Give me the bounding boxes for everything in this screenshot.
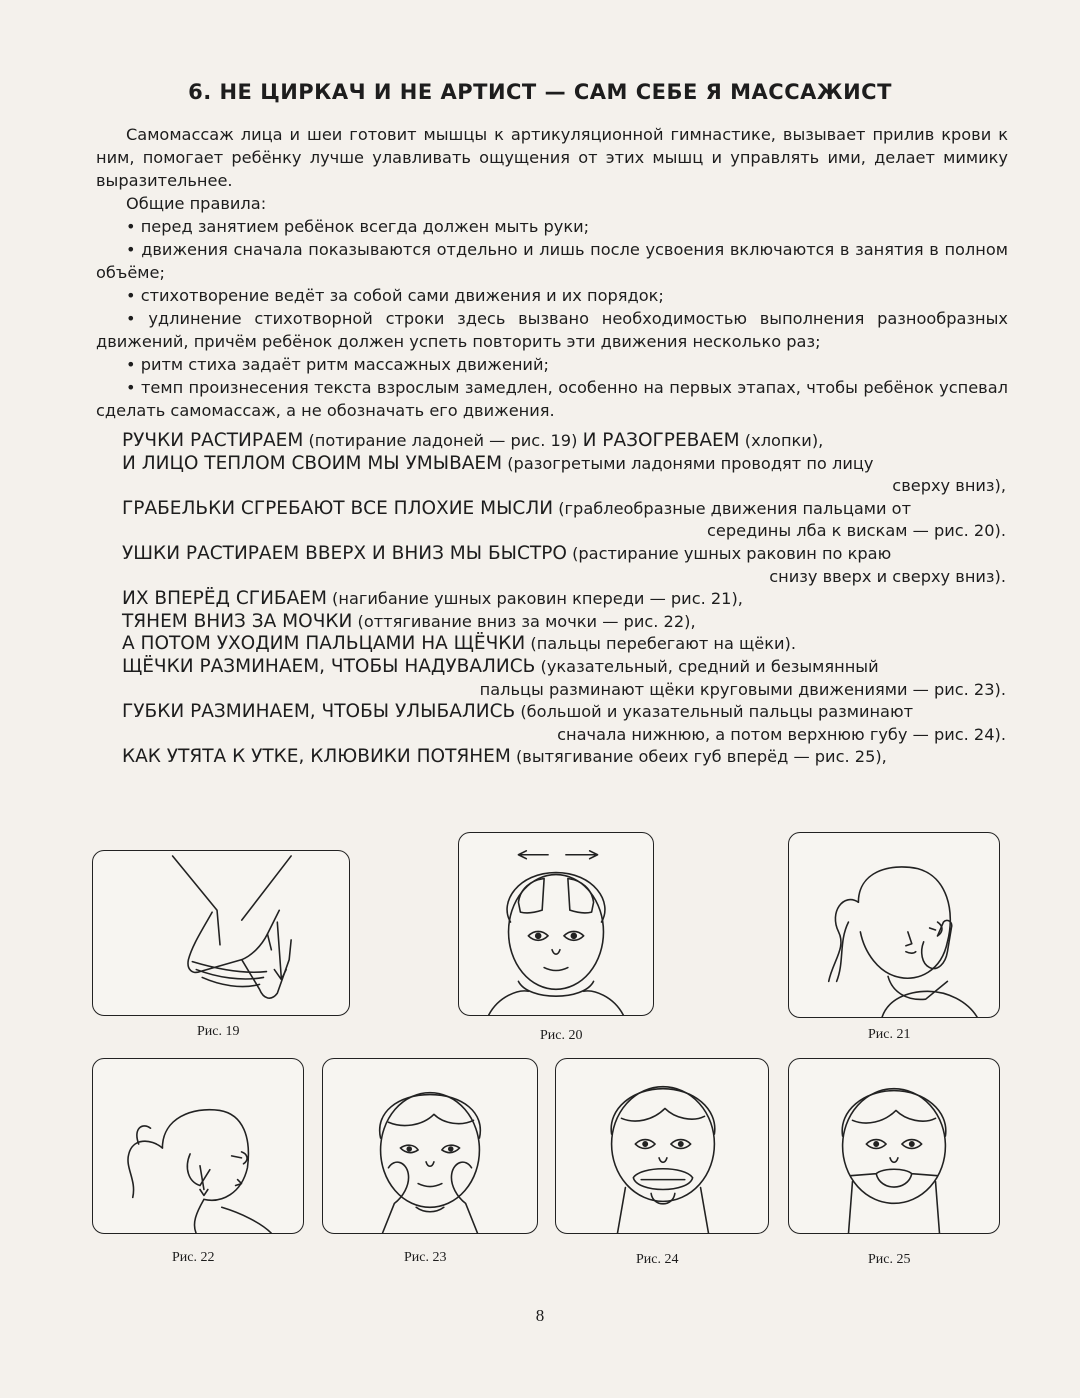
poem-stage-note: (оттягивание вниз за мочки — рис. 22), [352, 611, 696, 631]
poem-stage-note: (вытягивание обеих губ вперёд — рис. 25), [510, 747, 887, 767]
rule-item: • темп произнесения текста взрослым замедлен, особенно на первых этапах, чтобы ребёнок успевал сделать самомассаж, а не обозначать его движения. [96, 376, 1008, 422]
caption-23: Рис. 23 [404, 1250, 447, 1265]
poem-line [122, 588, 1006, 611]
rule-item: • движения сначала показываются отдельно и лишь после усвоения включаются в занятия в полном объёме; [96, 238, 1008, 284]
figure-19 [92, 850, 350, 1016]
figure-24 [555, 1058, 769, 1234]
rule-item: • ритм стиха задаёт ритм массажных движений; [96, 353, 1008, 376]
poem-verse-text: ЩЁЧКИ РАЗМИНАЕМ, ЧТОБЫ НАДУВАЛИСЬ [122, 655, 536, 677]
poem-line [122, 746, 1006, 769]
forehead-massage-icon [459, 833, 653, 1015]
poem-note-continuation: сверху вниз), [892, 476, 1006, 496]
poem-verse-text: И РАЗОГРЕВАЕМ [582, 430, 740, 451]
poem-line [122, 498, 1006, 521]
poem-verse-text: И ЛИЦО ТЕПЛОМ СВОИМ МЫ УМЫВАЕМ [122, 452, 503, 474]
intro-paragraph: Самомассаж лица и шеи готовит мышцы к артикуляционной гимнастике, вызывает прилив крови к ним, помогает ребёнку лучше улавливать ощущения от этих мышц и управлять ими, делает мимику выразительнее. [96, 125, 1008, 190]
poem-line [122, 453, 1006, 476]
poem-block [122, 430, 1006, 769]
poem-verse-text: УШКИ РАСТИРАЕМ ВВЕРХ И ВНИЗ МЫ БЫСТРО [122, 542, 567, 564]
caption-19: Рис. 19 [197, 1024, 240, 1039]
poem-line [122, 633, 1006, 656]
poem-note-continuation: середины лба к вискам — рис. 20). [706, 521, 1006, 541]
poem-stage-note: (разогретыми ладонями проводят по лицу [502, 453, 874, 473]
poem-stage-note: (граблеобразные движения пальцами от [553, 498, 912, 518]
lip-stretch-icon [789, 1059, 999, 1233]
figure-23 [322, 1058, 538, 1234]
figure-21 [788, 832, 1000, 1018]
poem-stage-note: (растирание ушных раковин по краю [566, 543, 892, 563]
caption-22: Рис. 22 [172, 1250, 215, 1265]
lip-massage-icon [556, 1059, 768, 1233]
poem-note-continuation: снизу вверх и сверху вниз). [769, 566, 1006, 586]
section-title: 6. НЕ ЦИРКАЧ И НЕ АРТИСТ — САМ СЕБЕ Я МАССАЖИСТ [188, 80, 892, 104]
page-number: 8 [535, 1306, 545, 1325]
caption-20: Рис. 20 [540, 1028, 583, 1043]
ear-massage-icon [789, 833, 999, 1017]
poem-note-continuation: сначала нижнюю, а потом верхнюю губу — рис. 24). [557, 724, 1006, 744]
poem-note-continuation: пальцы разминают щёки круговыми движениями — рис. 23). [479, 679, 1006, 699]
poem-stage-note: (указательный, средний и безымянный [535, 656, 879, 676]
poem-stage-note: (нагибание ушных раковин кпереди — рис. 21), [326, 589, 743, 609]
poem-line [122, 611, 1006, 634]
caption-21: Рис. 21 [868, 1027, 911, 1042]
poem-stage-note: (хлопки), [739, 431, 824, 450]
poem-verse-text: КАК УТЯТА К УТКЕ, КЛЮВИКИ ПОТЯНЕМ [122, 746, 511, 768]
poem-line [122, 543, 1006, 566]
caption-25: Рис. 25 [868, 1252, 911, 1267]
rule-item: • стихотворение ведёт за собой сами движения и их порядок; [96, 284, 1008, 307]
poem-verse-text: ГРАБЕЛЬКИ СГРЕБАЮТ ВСЕ ПЛОХИЕ МЫСЛИ [122, 497, 554, 519]
poem-line [122, 430, 1006, 453]
poem-stage-note: (потирание ладоней — рис. 19) [303, 431, 583, 450]
figure-22 [92, 1058, 304, 1234]
figure-25 [788, 1058, 1000, 1234]
poem-line [122, 656, 1006, 679]
intro-text [96, 123, 1008, 422]
poem-verse-text: А ПОТОМ УХОДИМ ПАЛЬЦАМИ НА ЩЁЧКИ [122, 633, 526, 655]
rules-heading: Общие правила: [126, 194, 267, 213]
rubbing-hands-icon [93, 851, 349, 1015]
poem-verse-text: ТЯНЕМ ВНИЗ ЗА МОЧКИ [122, 610, 353, 632]
poem-stage-note: (большой и указательный пальцы разминают [515, 702, 914, 722]
caption-24: Рис. 24 [636, 1252, 679, 1267]
poem-stage-note: (пальцы перебегают на щёки). [525, 634, 797, 654]
figure-20 [458, 832, 654, 1016]
cheek-massage-icon [323, 1059, 537, 1233]
rule-item: • удлинение стихотворной строки здесь вызвано необходимостью выполнения разнообразных движений, причём ребёнок должен успеть повторить эти движения несколько раз; [96, 307, 1008, 353]
rule-item: • перед занятием ребёнок всегда должен мыть руки; [96, 215, 1008, 238]
poem-verse-text: ГУБКИ РАЗМИНАЕМ, ЧТОБЫ УЛЫБАЛИСЬ [122, 701, 516, 723]
earlobe-pull-icon [93, 1059, 303, 1233]
poem-verse-text: ИХ ВПЕРЁД СГИБАЕМ [122, 588, 327, 610]
poem-verse-text: РУЧКИ РАСТИРАЕМ [122, 430, 304, 451]
poem-line [122, 701, 1006, 724]
